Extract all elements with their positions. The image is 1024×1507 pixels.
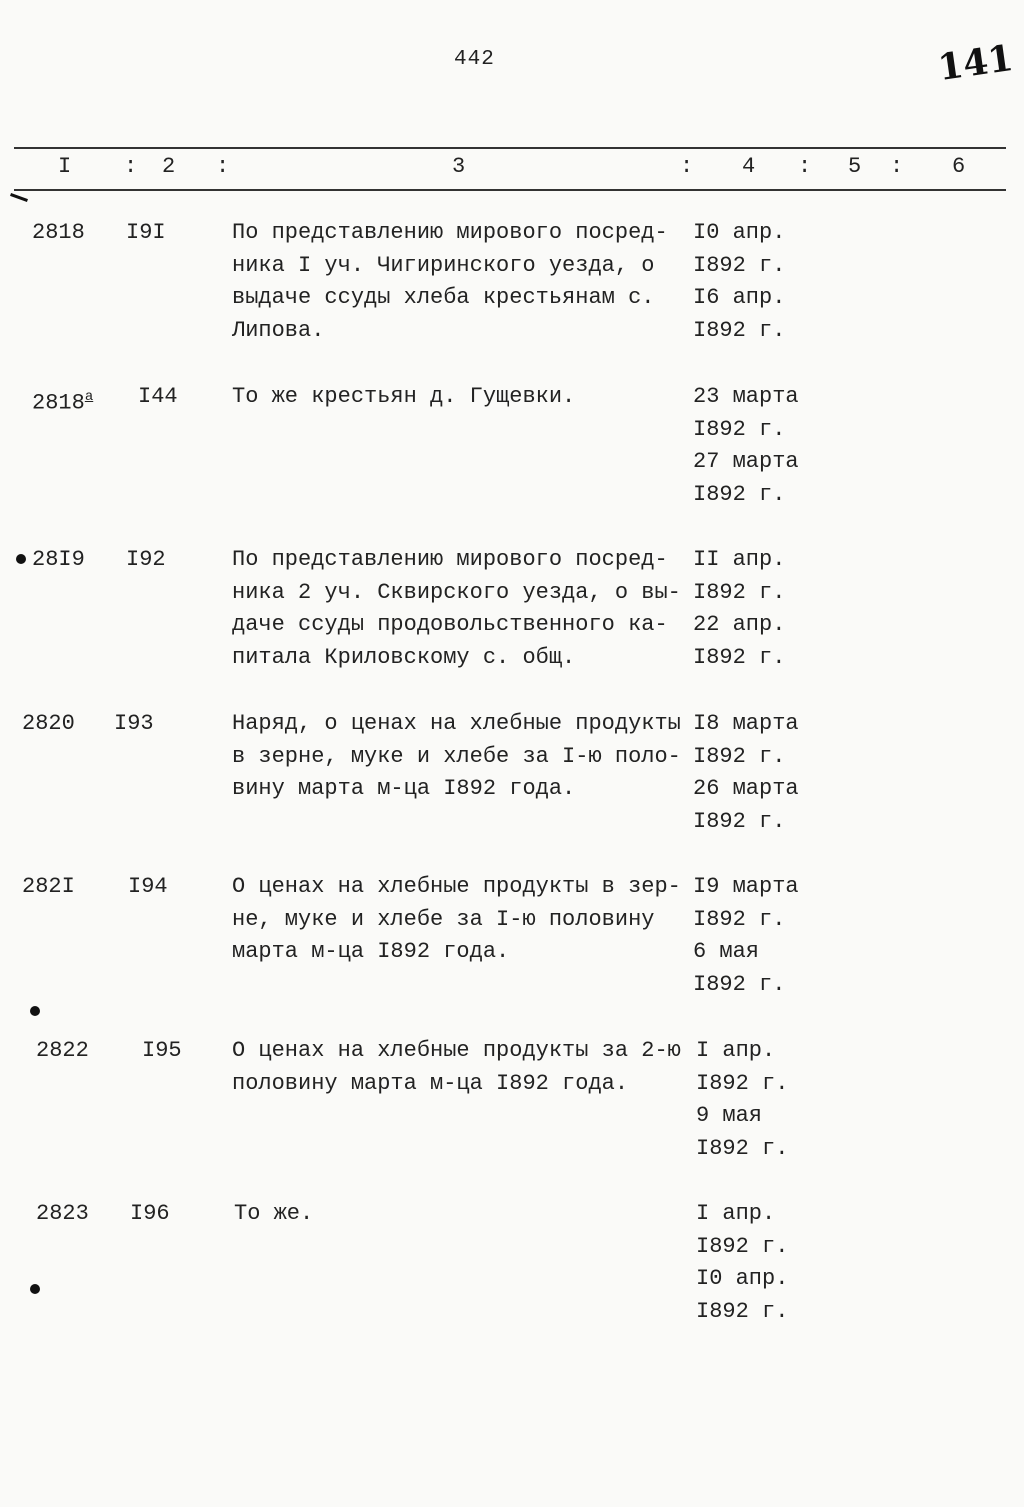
date-line: I892 г. xyxy=(693,481,786,507)
content-line: в зерне, муке и хлебе за I-ю поло- xyxy=(232,743,681,769)
record-content xyxy=(232,1035,687,1100)
record-number-suffix: а xyxy=(84,389,94,405)
col-header-sep: : xyxy=(890,154,904,179)
date-line: II апр. xyxy=(693,547,786,572)
content-line: Липова. xyxy=(232,317,325,343)
date-line: 22 апр. xyxy=(693,612,786,637)
record-sheet: I92 xyxy=(126,547,166,572)
col-header-5: 5 xyxy=(848,154,862,179)
content-line: марта м-ца I892 года. xyxy=(232,939,510,964)
date-line: 23 марта xyxy=(693,384,799,409)
date-line: I0 апр. xyxy=(696,1266,789,1291)
col-header-2: 2 xyxy=(162,154,176,179)
date-line: I892 г. xyxy=(693,808,786,834)
record-number: 2822 xyxy=(36,1038,89,1063)
content-line: То же. xyxy=(234,1201,314,1226)
content-line: питала Криловскому с. общ. xyxy=(232,644,576,670)
col-header-sep: : xyxy=(798,154,812,179)
record-content xyxy=(232,217,687,347)
content-line: ника I уч. Чигиринского уезда, о xyxy=(232,252,655,278)
date-line: 27 марта xyxy=(693,449,799,474)
record-sheet: I44 xyxy=(138,384,178,409)
handwritten-folio-number: 141 xyxy=(935,36,1016,90)
date-line: I892 г. xyxy=(693,416,786,442)
record-dates xyxy=(693,871,833,1001)
record-sheet: I9I xyxy=(126,220,166,245)
record-content xyxy=(234,1198,689,1231)
date-line: I апр. xyxy=(696,1201,776,1226)
record-sheet: I94 xyxy=(128,874,168,899)
column-header-row xyxy=(0,154,1024,184)
date-line: I892 г. xyxy=(693,906,786,932)
header-top-rule xyxy=(14,147,1006,149)
margin-mark xyxy=(10,193,28,202)
date-line: I892 г. xyxy=(696,1233,789,1259)
col-header-sep: : xyxy=(680,154,694,179)
col-header-1: I xyxy=(58,154,72,179)
content-line: не, муке и хлебе за I-ю половину xyxy=(232,906,655,932)
record-dates xyxy=(693,708,833,838)
content-line: О ценах на хлебные продукты в зер- xyxy=(232,874,681,899)
content-line: даче ссуды продовольственного ка- xyxy=(232,612,668,637)
content-line: По представлению мирового посред- xyxy=(232,547,668,572)
date-line: I6 апр. xyxy=(693,285,786,310)
record-content xyxy=(232,708,687,806)
record-number: 282I xyxy=(22,874,75,899)
record-dates xyxy=(693,544,833,674)
date-line: I892 г. xyxy=(693,252,786,278)
content-line: ника 2 уч. Сквирского уезда, о вы- xyxy=(232,579,681,605)
date-line: I892 г. xyxy=(696,1135,789,1161)
date-line: I8 марта xyxy=(693,711,799,736)
content-line: О ценах на хлебные продукты за 2-ю xyxy=(232,1038,681,1063)
date-line: 9 мая xyxy=(696,1103,763,1128)
record-content xyxy=(232,871,687,969)
col-header-4: 4 xyxy=(742,154,756,179)
date-line: I892 г. xyxy=(693,971,786,997)
record-content xyxy=(232,381,687,414)
date-line: I892 г. xyxy=(693,743,786,769)
record-dates xyxy=(693,381,833,511)
record-content xyxy=(232,544,687,674)
record-dates xyxy=(693,217,833,347)
record-sheet: I93 xyxy=(114,711,154,736)
col-header-sep: : xyxy=(124,154,138,179)
date-line: I апр. xyxy=(696,1038,776,1063)
header-bottom-rule xyxy=(14,189,1006,191)
margin-dot xyxy=(16,554,26,564)
record-sheet: I96 xyxy=(130,1201,170,1226)
date-line: I892 г. xyxy=(693,579,786,605)
page-number: 442 xyxy=(454,48,495,71)
record-sheet: I95 xyxy=(142,1038,182,1063)
date-line: I892 г. xyxy=(696,1298,789,1324)
record-number: $2818^а$ xyxy=(32,389,94,416)
date-line: 26 марта xyxy=(693,776,799,801)
content-line: По представлению мирового посред- xyxy=(232,220,668,245)
record-dates xyxy=(696,1035,836,1165)
content-line: выдаче ссуды хлеба крестьянам с. xyxy=(232,285,655,310)
content-line: То же крестьян д. Гущевки. xyxy=(232,384,576,409)
margin-dot xyxy=(30,1006,40,1016)
date-line: I9 марта xyxy=(693,874,799,899)
content-line: половину марта м-ца I892 года. xyxy=(232,1070,629,1096)
content-line: Наряд, о ценах на хлебные продукты xyxy=(232,711,681,736)
date-line: I892 г. xyxy=(696,1070,789,1096)
col-header-sep: : xyxy=(216,154,230,179)
record-number: 2820 xyxy=(22,711,75,736)
col-header-6: 6 xyxy=(952,154,966,179)
record-number: 2823 xyxy=(36,1201,89,1226)
date-line: 6 мая xyxy=(693,939,760,964)
col-header-3: 3 xyxy=(452,154,466,179)
date-line: I0 апр. xyxy=(693,220,786,245)
record-number: 2818 xyxy=(32,220,85,245)
date-line: I892 г. xyxy=(693,317,786,343)
content-line: вину марта м-ца I892 года. xyxy=(232,776,576,801)
margin-dot xyxy=(30,1284,40,1294)
date-line: I892 г. xyxy=(693,644,786,670)
record-number: 28I9 xyxy=(32,547,85,572)
record-dates xyxy=(696,1198,836,1328)
